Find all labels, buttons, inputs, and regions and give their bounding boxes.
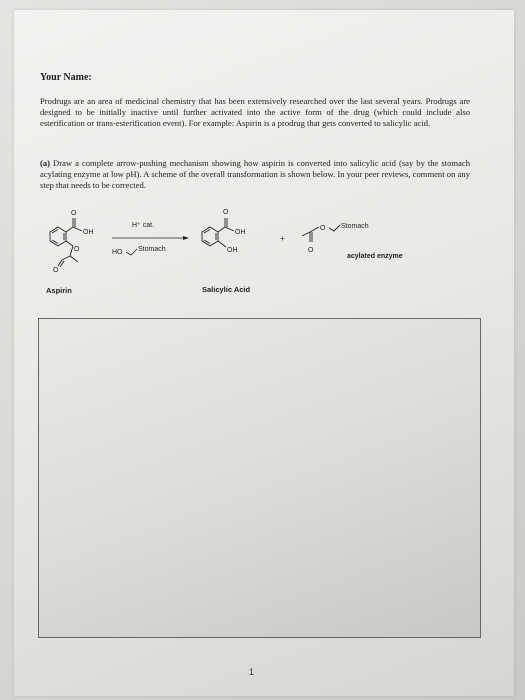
question-a-label: (a) [40, 158, 51, 168]
reaction-scheme [40, 200, 480, 300]
intro-paragraph: Prodrugs are an area of medicinal chemistry that has been extensively researched over the last several years. Prodrugs are designed to be initially inactive until further activated into the active form of the drug (which could include also esterification or trans-esterification event). For example: Aspirin is a prodrug that gets converted to salicylic acid. [40, 96, 470, 128]
enzyme-ester-o: O [320, 225, 326, 232]
aspirin-acyl-o: O [53, 267, 59, 274]
answer-box[interactable] [38, 318, 481, 638]
aspirin-carbonyl-o: O [71, 210, 77, 217]
aspirin-structure [50, 218, 82, 267]
reagent-ho: HO [112, 249, 123, 256]
salicylic-acid-oh: OH [235, 229, 246, 236]
salicylic-acid-label: Salicylic Acid [202, 285, 251, 294]
question-a [40, 158, 470, 191]
reagent-bond [126, 249, 137, 255]
enzyme-carbonyl-o: O [308, 247, 314, 254]
aspirin-oh: OH [83, 229, 94, 236]
aspirin-ester-o: O [74, 246, 80, 253]
aspirin-label: Aspirin [46, 286, 72, 295]
salicylic-carbonyl-o: O [223, 209, 229, 216]
acylated-enzyme-label: acylated enzyme [347, 253, 403, 260]
plus-sign: + [280, 234, 285, 243]
salicylic-acid-structure [202, 218, 234, 247]
your-name-label: Your Name: [40, 72, 92, 83]
salicylic-phenol-oh: OH [227, 247, 238, 254]
reaction-arrowhead [183, 236, 189, 240]
reagent-acid-catalyst: H⁺ cat. [132, 222, 154, 229]
question-a-text: Draw a complete arrow-pushing mechanism showing how aspirin is converted into salicylic acid (say by the stomach acylating enzyme at low pH). A scheme of the overall transformation is shown below. In your peer reviews, comment on any step that needs to be corrected. [40, 158, 471, 190]
reagent-stomach: Stomach [138, 246, 166, 253]
page-number: 1 [249, 667, 255, 677]
byproduct-stomach: Stomach [341, 223, 369, 230]
